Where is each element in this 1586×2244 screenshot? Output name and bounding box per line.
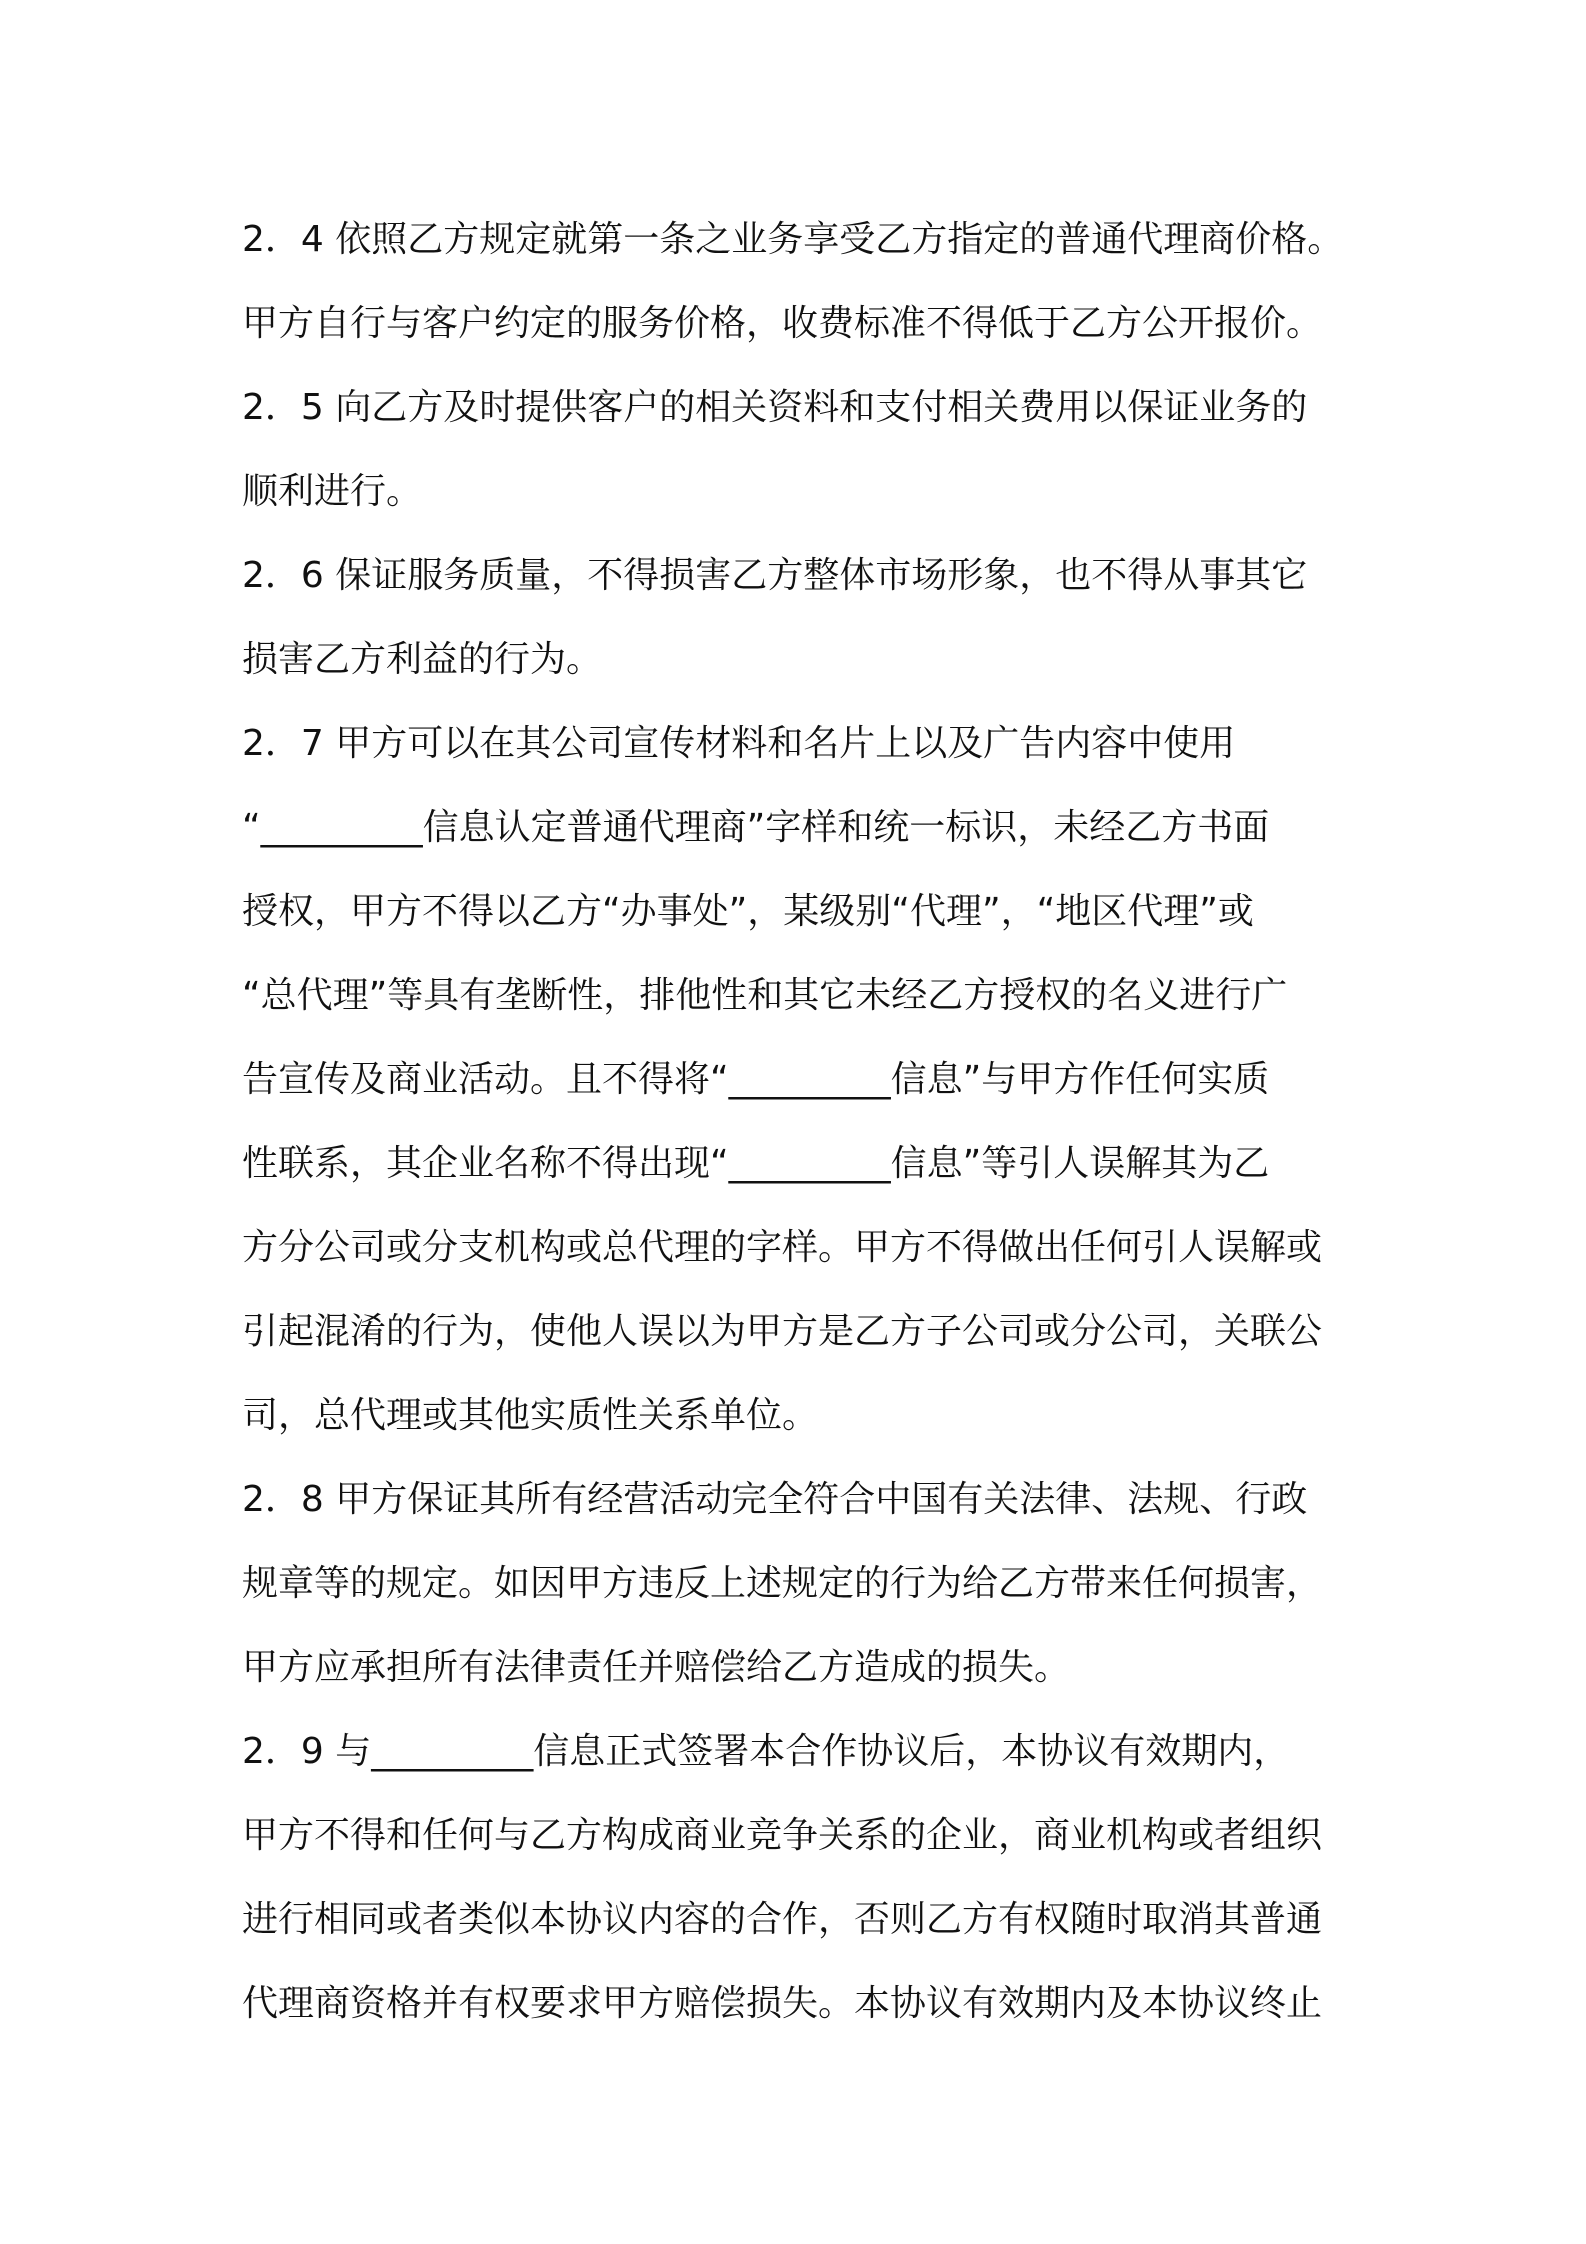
text-line: 甲方不得和任何与乙方构成商业竞争关系的企业，商业机构或者组织 [242, 1815, 1323, 1856]
text-line: 甲方自行与客户约定的服务价格，收费标准不得低于乙方公开报价。 [242, 303, 1323, 344]
text-line: 2．6 保证服务质量，不得损害乙方整体市场形象，也不得从事其它 [242, 555, 1308, 596]
text-line: 2．9 与_________信息正式签署本合作协议后，本协议有效期内， [242, 1731, 1290, 1772]
text-line: 损害乙方利益的行为。 [242, 639, 603, 680]
text-line: 2．7 甲方可以在其公司宣传材料和名片上以及广告内容中使用 [242, 723, 1236, 764]
text-line: 甲方应承担所有法律责任并赔偿给乙方造成的损失。 [242, 1647, 1071, 1688]
text-line: 代理商资格并有权要求甲方赔偿损失。本协议有效期内及本协议终止 [242, 1983, 1323, 2024]
text-line: 规章等的规定。如因甲方违反上述规定的行为给乙方带来任何损害， [242, 1563, 1323, 1604]
text-line: 顺利进行。 [242, 471, 423, 512]
text-line: 司，总代理或其他实质性关系单位。 [242, 1395, 819, 1436]
text-line: 性联系，其企业名称不得出现“_________信息”等引人误解其为乙 [242, 1143, 1270, 1184]
contract-text [242, 198, 1362, 2046]
text-line: 授权，甲方不得以乙方“办事处”，某级别“代理”，“地区代理”或 [242, 891, 1254, 932]
text-line: 引起混淆的行为，使他人误以为甲方是乙方子公司或分公司，关联公 [242, 1311, 1323, 1352]
text-line: 2．4 依照乙方规定就第一条之业务享受乙方指定的普通代理商价格。 [242, 219, 1344, 260]
text-line: 进行相同或者类似本协议内容的合作，否则乙方有权随时取消其普通 [242, 1899, 1323, 1940]
text-line: 2．5 向乙方及时提供客户的相关资料和支付相关费用以保证业务的 [242, 387, 1308, 428]
text-line: 告宣传及商业活动。且不得将“_________信息”与甲方作任何实质 [242, 1059, 1270, 1100]
text-line: “总代理”等具有垄断性，排他性和其它未经乙方授权的名义进行广 [242, 975, 1288, 1016]
text-line: “_________信息认定普通代理商”字样和统一标识，未经乙方书面 [242, 807, 1270, 848]
text-line: 方分公司或分支机构或总代理的字样。甲方不得做出任何引人误解或 [242, 1227, 1323, 1268]
text-line: 2．8 甲方保证其所有经营活动完全符合中国有关法律、法规、行政 [242, 1479, 1308, 1520]
